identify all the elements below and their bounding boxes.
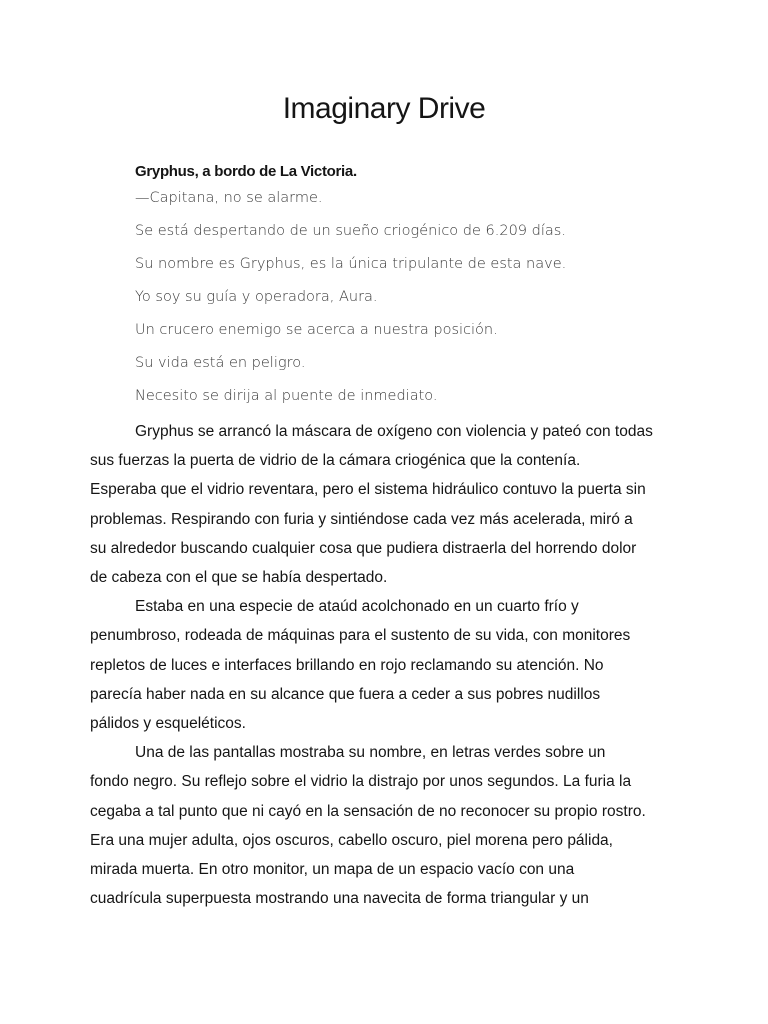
text-line: Una de las pantallas mostraba su nombre, en letras verdes sobre un bbox=[135, 744, 606, 762]
dialogue-line: Su vida está en peligro. bbox=[135, 355, 306, 371]
chapter-heading: Gryphus, a bordo de La Victoria. bbox=[135, 163, 357, 180]
dialogue-line: Se está despertando de un sueño criogénico de 6.209 días. bbox=[135, 223, 566, 239]
dialogue-line: Su nombre es Gryphus, es la única tripulante de esta nave. bbox=[135, 256, 567, 272]
paragraph bbox=[90, 417, 690, 592]
dialogue-block bbox=[135, 187, 566, 418]
text-line: de cabeza con el que se había despertado. bbox=[90, 569, 388, 587]
text-line: Estaba en una especie de ataúd acolchonado en un cuarto frío y bbox=[135, 598, 579, 616]
text-line: Gryphus se arrancó la máscara de oxígeno con violencia y pateó con todas bbox=[135, 423, 653, 440]
text-line: sus fuerzas la puerta de vidrio de la cámara criogénica que la contenía. bbox=[90, 452, 581, 470]
text-line: parecía haber nada en su alcance que fuera a ceder a sus pobres nudillos bbox=[90, 685, 601, 703]
text-line: fondo negro. Su reflejo sobre el vidrio la distrajo por unos segundos. La furia la bbox=[90, 773, 632, 791]
text-line: mirada muerta. En otro monitor, un mapa de un espacio vacío con una bbox=[90, 861, 575, 879]
text-line: su alrededor buscando cualquier cosa que pudiera distraerla del horrendo dolor bbox=[90, 539, 637, 557]
paragraph bbox=[90, 738, 690, 913]
text-line: problemas. Respirando con furia y sintiéndose cada vez más acelerada, miró a bbox=[90, 510, 633, 528]
dialogue-line: —Capitana, no se alarme. bbox=[135, 190, 323, 206]
text-line: penumbroso, rodeada de máquinas para el sustento de su vida, con monitores bbox=[90, 627, 631, 645]
text-line: cuadrícula superpuesta mostrando una navecita de forma triangular y un bbox=[90, 890, 589, 908]
dialogue-line: Yo soy su guía y operadora, Aura. bbox=[135, 289, 378, 305]
text-line: Esperaba que el vidrio reventara, pero el sistema hidráulico contuvo la puerta sin bbox=[90, 481, 646, 499]
document-title: Imaginary Drive bbox=[282, 92, 486, 125]
paragraph bbox=[90, 592, 690, 738]
dialogue-line: Necesito se dirija al puente de inmediato. bbox=[135, 388, 438, 404]
text-line: repletos de luces e interfaces brillando en rojo reclamando su atención. No bbox=[90, 656, 604, 674]
text-line: pálidos y esqueléticos. bbox=[90, 715, 246, 733]
text-line: Era una mujer adulta, ojos oscuros, cabello oscuro, piel morena pero pálida, bbox=[90, 831, 613, 849]
text-line: cegaba a tal punto que ni cayó en la sensación de no reconocer su propio rostro. bbox=[90, 802, 646, 820]
dialogue-line: Un crucero enemigo se acerca a nuestra posición. bbox=[135, 322, 498, 338]
body-text bbox=[90, 417, 690, 913]
